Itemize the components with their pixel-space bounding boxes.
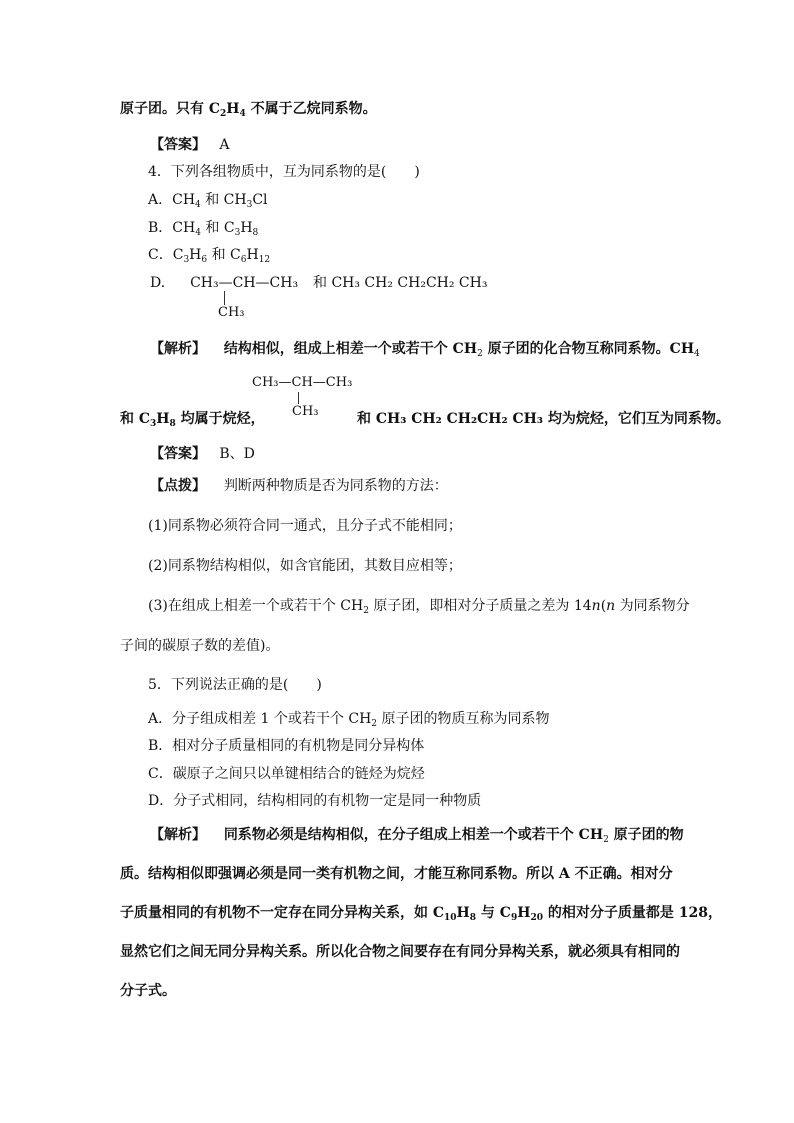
option-b: B．$CH_4$ 和 $C_3H_8$ <box>148 220 259 238</box>
answer-line <box>150 136 229 154</box>
tip-tag: 【点拨】 <box>150 478 206 494</box>
tip-point-3: (3)在组成上相差一个或若干个 $CH_2$ 原子团，即相对分子质量之差为 14n(n 为同系物分 <box>148 598 690 616</box>
analysis-line: 显然它们之间无同分异构关系。所以化合物之间要存在有同分异构关系，就必须具有相同的 <box>120 944 680 960</box>
analysis-line: 【解析】 同系物必须是结构相似，在分子组成上相差一个或若干个 $CH_2$ 原子团的物 <box>150 827 684 845</box>
question-stem: 4．下列各组物质中，互为同系物的是( ) <box>148 164 420 180</box>
option-b: B．相对分子质量相同的有机物是同分异构体 <box>148 738 425 754</box>
analysis-line: 【解析】 结构相似，组成上相差一个或若干个 $CH_2$ 原子团的化合物互称同系物。$CH_4$ <box>150 341 700 359</box>
structure-branch: CH₃ <box>292 404 319 419</box>
answer-tag: 【答案】 <box>150 446 206 462</box>
branch-bond <box>224 291 225 305</box>
option-d <box>150 274 487 292</box>
answer-value: A <box>219 137 230 153</box>
answer-tag: 【答案】 <box>150 137 206 153</box>
option-d-label: D. <box>150 275 166 291</box>
analysis-line: 分子式。 <box>120 983 176 999</box>
analysis-line: 和 $C_3H_8$ 均属于烷烃， <box>120 411 265 429</box>
structure-main: CH₃—CH—CH₃ <box>190 275 299 291</box>
tip-point-1: (1)同系物必须符合同一通式，且分子式不能相同； <box>148 518 462 534</box>
structure-branch: CH₃ <box>218 305 245 320</box>
option-a: A．$CH_4$ 和 $CH_3Cl$ <box>148 192 268 210</box>
option-c: C．碳原子之间只以单键相结合的链烃为烷烃 <box>148 766 425 782</box>
analysis-tag: 【解析】 <box>150 341 206 357</box>
analysis-line: 子质量相同的有机物不一定存在同分异构关系，如 $C_{10}H_8$ 与 $C_9H_{20}$ 的相对分子质量都是 128， <box>120 905 722 923</box>
analysis-line: 质。结构相似即强调必须是同一类有机物之间，才能互称同系物。所以 A 不正确。相对分 <box>120 866 673 882</box>
answer-line <box>150 445 255 463</box>
structure-and: 和 CH₃ CH₂ CH₂CH₂ CH₃ <box>313 275 488 291</box>
branch-bond <box>298 392 299 404</box>
tip-point-2: (2)同系物结构相似，如含官能团，其数目应相等； <box>148 558 462 574</box>
analysis-line: 和 CH₃ CH₂ CH₂CH₂ CH₃ 均为烷烃，它们互为同系物。 <box>357 411 730 427</box>
structure-main: CH₃—CH—CH₃ <box>252 375 353 390</box>
answer-value: B、D <box>219 446 255 462</box>
option-a: A．分子组成相差 1 个或若干个 $CH_2$ 原子团的物质互称为同系物 <box>148 711 550 729</box>
text-line: 原子团。只有 $C_2H_4$ 不属于乙烷同系物。 <box>120 101 377 119</box>
tip-line: 【点拨】 判断两种物质是否为同系物的方法： <box>150 478 448 494</box>
question-stem: 5．下列说法正确的是( ) <box>148 677 322 693</box>
tip-point-3-cont: 子间的碳原子数的差值)。 <box>120 638 280 654</box>
option-d: D．分子式相同，结构相同的有机物一定是同一种物质 <box>148 793 482 809</box>
analysis-tag: 【解析】 <box>150 827 206 843</box>
option-c: C．$C_3H_6$ 和 $C_6H_{12}$ <box>148 247 271 265</box>
